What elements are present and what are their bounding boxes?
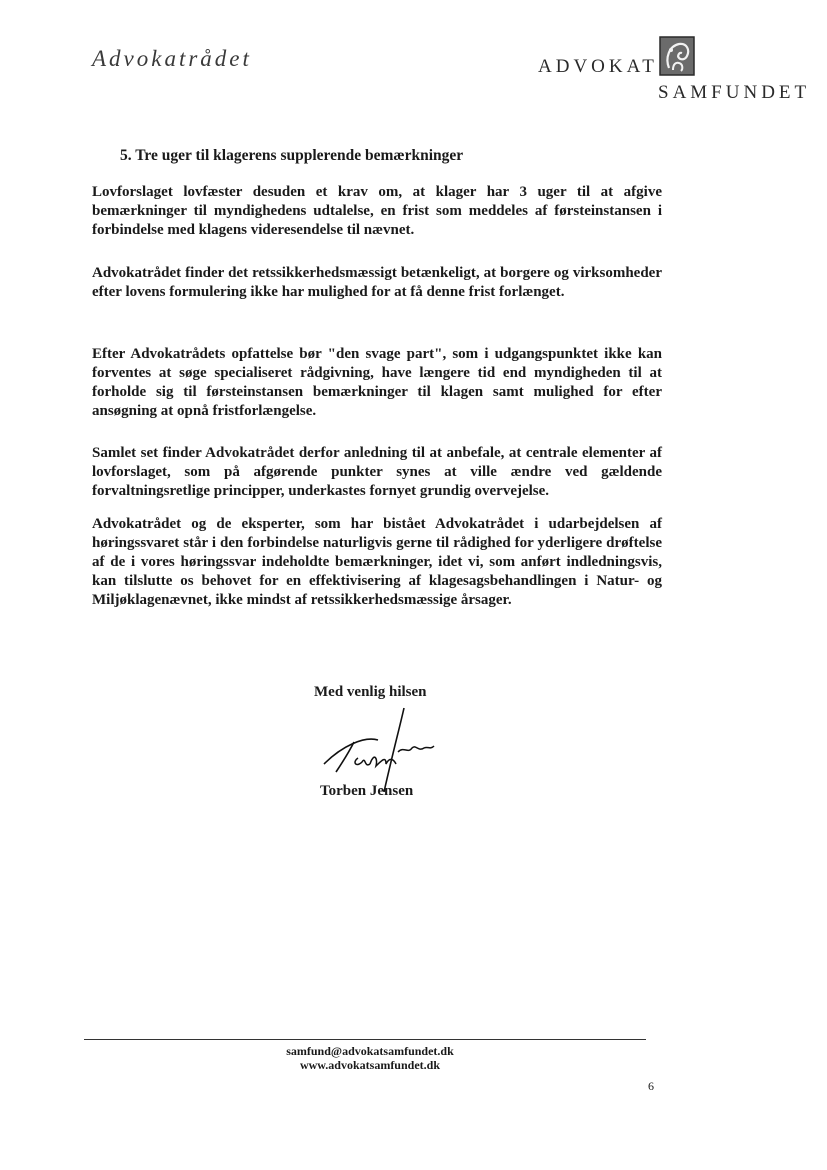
section-heading: 5. Tre uger til klagerens supplerende bemærkninger	[120, 147, 464, 164]
footer-website: www.advokatsamfundet.dk	[299, 1058, 441, 1072]
page-number: 6	[648, 1079, 654, 1093]
samfundet-logo-icon	[659, 36, 695, 76]
paragraph-4: Samlet set finder Advokatrådet derfor anledning til at anbefale, at centrale elementer af lovforslaget, som på afgørende punkter synes at ville ændre ved gældende forvaltningsretlige principper, underkastes fornyet grundig overvejelse.	[92, 445, 662, 499]
closing-greeting: Med venlig hilsen	[314, 684, 427, 700]
paragraph-1: Lovforslaget lovfæster desuden et krav om, at klager har 3 uger til at afgive bemærkninger til myndighedens udtalelse, en frist som meddeles af førsteinstansen i forbindelse med klagens videresendelse til nævnet.	[92, 184, 662, 238]
header-organization-name: Advokatrådet	[92, 46, 252, 71]
footer-email: samfund@advokatsamfundet.dk	[286, 1044, 454, 1058]
footer-divider	[84, 1039, 646, 1040]
paragraph-5: Advokatrådet og de eksperter, som har bistået Advokatrådet i udarbejdelsen af høringssvaret står i den forbindelse naturligvis gerne til rådighed for yderligere drøftelse af de i vores høringssvar indeholdte bemærkninger, idet vi, som anført indledningsvis, kan tilslutte os behovet for en effektivisering af klagesagsbehandlingen i Natur- og Miljøklagenævnet, ikke mindst af retssikkerhedsmæssige årsager.	[92, 516, 662, 608]
logo-text-samfundet: SAMFUNDET	[658, 82, 811, 103]
paragraph-2: Advokatrådet finder det retssikkerhedsmæssigt betænkeligt, at borgere og virksomheder efter lovens formulering ikke har mulighed for at få denne frist forlænget.	[92, 265, 662, 300]
logo-text-advokat: ADVOKAT	[538, 56, 658, 77]
signer-name: Torben Jensen	[320, 783, 414, 799]
paragraph-3: Efter Advokatrådets opfattelse bør "den svage part", som i udgangspunktet ikke kan forventes at søge specialiseret rådgivning, have længere tid end myndigheden til at forholde sig til førsteinstansen bemærkninger til klagen samt mulighed for efter ansøgning at opnå fristforlængelse.	[92, 346, 662, 419]
